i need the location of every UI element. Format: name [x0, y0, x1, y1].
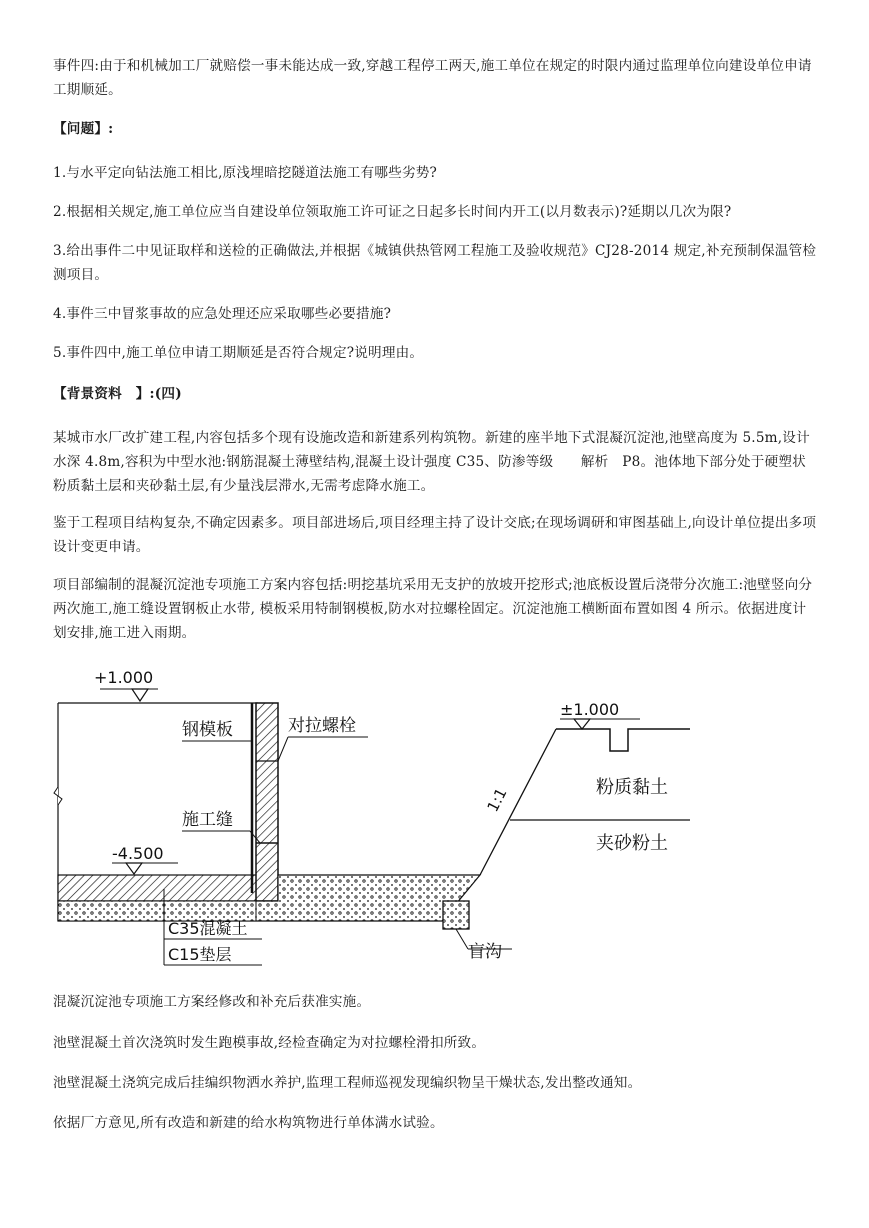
elevation-bottom-label: -4.500 — [112, 844, 164, 863]
construction-joint-label: 施工缝 — [182, 810, 233, 830]
tank-cross-section-figure — [50, 663, 730, 973]
steel-formwork-label: 钢模板 — [182, 720, 233, 740]
tank-wall — [256, 703, 278, 901]
background-heading: 【背景资料 】:(四) — [53, 386, 182, 402]
after-paragraph-2: 池壁混凝土首次浇筑时发生跑模事故,经检查确定为对拉螺栓滑扣所致。 — [53, 1035, 486, 1051]
c15-cushion-label: C15垫层 — [168, 945, 232, 964]
c35-concrete-label: C35混凝土 — [168, 919, 248, 938]
base-slab — [58, 875, 278, 901]
after-paragraph-4: 依据厂方意见,所有改造和新建的给水构筑物进行单体满水试验。 — [53, 1115, 444, 1131]
question-1: 1.与水平定向钻法施工相比,原浅埋暗挖隧道法施工有哪些劣势? — [53, 165, 438, 181]
event4-paragraph: 事件四:由于和机械加工厂就赔偿一事未能达成一致,穿越工程停工两天,施工单位在规定的时限内通过监理单位向建设单位申请工期顺延。 — [53, 58, 812, 98]
question-2: 2.根据相关规定,施工单位应当自建设单位领取施工许可证之日起多长时间内开工(以月数表示)?延期以几次为限? — [53, 204, 732, 220]
tie-bolt-label: 对拉螺栓 — [288, 716, 356, 736]
questions-heading: 【问题】: — [53, 121, 114, 137]
ground-surface — [556, 729, 690, 751]
break-line-icon — [54, 787, 62, 805]
blind-drain — [443, 901, 469, 929]
background-paragraph-2: 鉴于工程项目结构复杂,不确定因素多。项目部进场后,项目经理主持了设计交底;在现场调研和审图基础上,向设计单位提出多项设计变更申请。 — [53, 515, 817, 555]
slope-ratio-label: 1:1 — [483, 785, 511, 815]
question-4: 4.事件三中冒浆事故的应急处理还应采取哪些必要措施? — [53, 306, 392, 322]
after-paragraph-3: 池壁混凝土浇筑完成后挂编织物洒水养护,监理工程师巡视发现编织物呈干燥状态,发出整改通知。 — [53, 1075, 642, 1091]
silty-clay-label: 粉质黏土 — [596, 777, 668, 798]
elevation-ground-label: ±1.000 — [560, 700, 620, 719]
background-paragraph-1: 某城市水厂改扩建工程,内容包括多个现有设施改造和新建系列构筑物。新建的座半地下式混凝沉淀池,池壁高度为 5.5m,设计水深 4.8m,容积为中型水池:钢筋混凝土薄壁结构,混凝土设计强度 C35、防渗等级 解析 P8。池体地下部分处于硬塑状粉质黏土层和夹砂黏土层,有少量浅层滞水,无需考虑降水施工。 — [53, 430, 810, 494]
elevation-marker-ground — [560, 700, 640, 729]
blind-drain-label: 盲沟 — [468, 942, 502, 962]
sandy-silt-label: 夹砂粉土 — [596, 833, 668, 854]
background-paragraph-3: 项目部编制的混凝沉淀池专项施工方案内容包括:明挖基坑采用无支护的放坡开挖形式;池底板设置后浇带分次施工:池壁竖向分两次施工,施工缝设置钢板止水带, 模板采用特制钢模板,防水对拉螺栓固定。沉淀池施工横断面布置如图 4 所示。依据进度计划安排,施工进入雨期。 — [53, 577, 813, 641]
elevation-top-label: +1.000 — [94, 668, 154, 687]
elevation-marker-top — [94, 668, 158, 701]
question-3: 3.给出事件二中见证取样和送检的正确做法,并根据《城镇供热管网工程施工及验收规范》CJ28-2014 规定,补充预制保温管检测项目。 — [53, 243, 817, 283]
elevation-marker-bottom — [112, 844, 178, 874]
question-5: 5.事件四中,施工单位申请工期顺延是否符合规定?说明理由。 — [53, 345, 424, 361]
after-paragraph-1: 混凝沉淀池专项施工方案经修改和补充后获准实施。 — [53, 994, 371, 1010]
